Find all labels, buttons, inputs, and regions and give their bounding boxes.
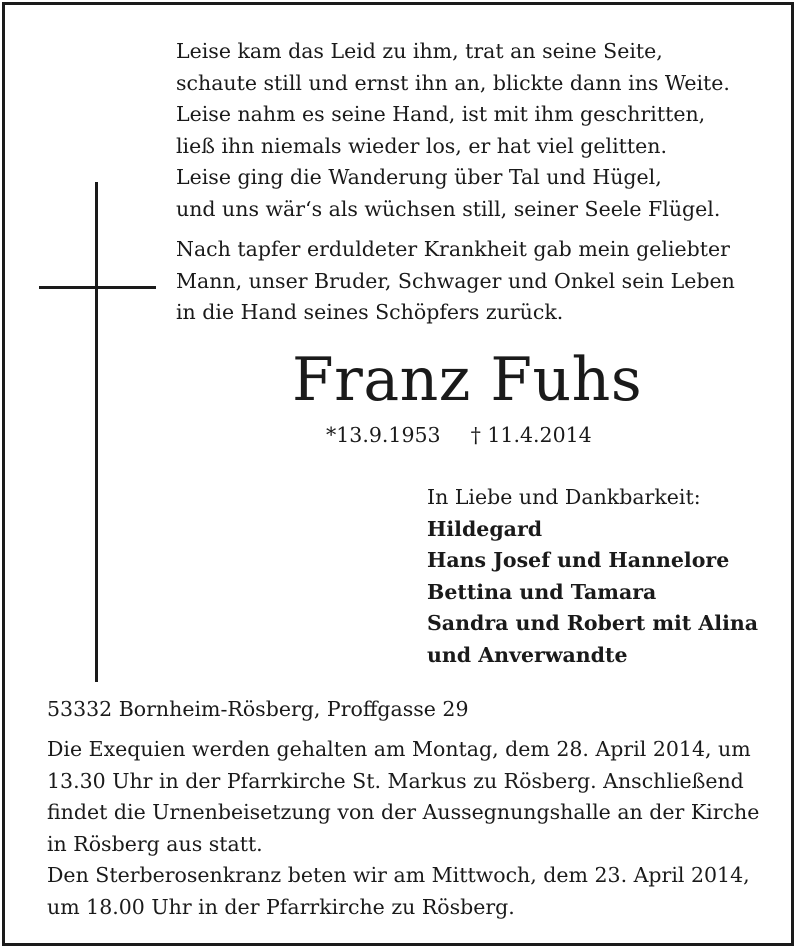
intro-text: [176, 234, 735, 329]
life-dates: [326, 420, 592, 451]
rosary-line: um 18.00 Uhr in der Pfarrkirche zu Rösberg.: [47, 894, 515, 919]
poem-line: und uns wär‘s als wüchsen still, seiner Seele Flügel.: [176, 196, 721, 221]
service-line: Die Exequien werden gehalten am Montag, dem 28. April 2014, um: [47, 737, 751, 761]
address: [47, 694, 469, 726]
service-line: findet die Urnenbeisetzung von der Aussegnungshalle an der Kirche: [47, 800, 760, 824]
service-line: 13.30 Uhr in der Pfarrkirche St. Markus zu Rösberg. Anschließend: [47, 768, 744, 793]
mourner-name: und Anverwandte: [427, 642, 628, 667]
cross-icon-vertical: [95, 182, 98, 682]
address-line: 53332 Bornheim-Rösberg, Proffgasse 29: [47, 697, 469, 721]
poem: [176, 36, 730, 225]
poem-line: schaute still und ernst ihn an, blickte dann ins Weite.: [176, 70, 730, 95]
mourner-name: Bettina und Tamara: [427, 579, 657, 604]
deceased-name: Franz Fuhs: [292, 345, 643, 415]
service-info: [47, 734, 759, 860]
poem-line: Leise ging die Wanderung über Tal und Hügel,: [176, 165, 662, 189]
poem-line: Leise kam das Leid zu ihm, trat an seine Seite,: [176, 39, 663, 63]
cross-icon-horizontal: [39, 286, 156, 289]
intro-line: Mann, unser Bruder, Schwager und Onkel sein Leben: [176, 268, 735, 293]
intro-line: in die Hand seines Schöpfers zurück.: [176, 300, 564, 324]
mourner-name: Sandra und Robert mit Alina: [427, 611, 759, 635]
mourner-name: Hildegard: [427, 516, 543, 541]
death-date: † 11.4.2014: [470, 423, 592, 447]
mourner-name: Hans Josef und Hannelore: [427, 548, 730, 572]
rosary-info: [47, 860, 750, 923]
poem-line: ließ ihn niemals wieder los, er hat viel gelitten.: [176, 133, 667, 158]
service-line: in Rösberg aus statt.: [47, 831, 263, 856]
intro-line: Nach tapfer erduldeter Krankheit gab mein geliebter: [176, 237, 730, 261]
mourners: [427, 482, 758, 671]
poem-line: Leise nahm es seine Hand, ist mit ihm geschritten,: [176, 102, 706, 126]
rosary-line: Den Sterberosenkranz beten wir am Mittwoch, dem 23. April 2014,: [47, 863, 750, 887]
birth-date: *13.9.1953: [326, 423, 441, 447]
mourners-heading: In Liebe und Dankbarkeit:: [427, 485, 701, 509]
